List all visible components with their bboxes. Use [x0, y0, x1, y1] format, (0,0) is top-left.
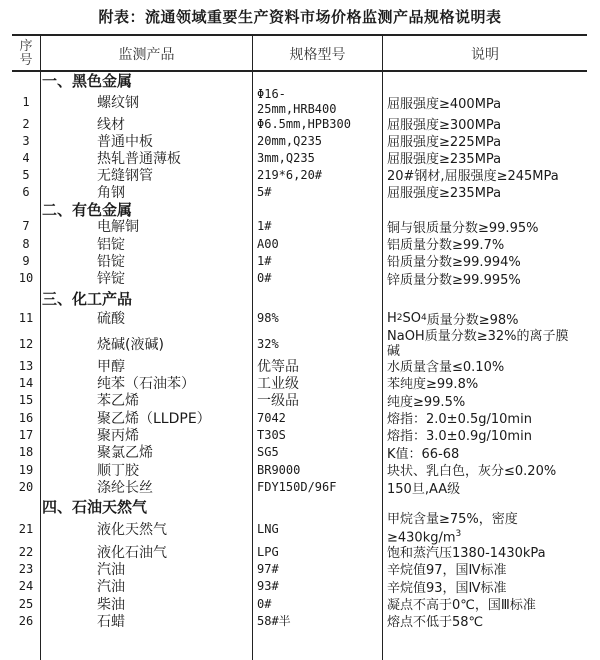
row-number: 26	[18, 613, 34, 628]
product-name: 硫酸	[97, 311, 125, 327]
description: 熔指：2.0±0.5g/10min	[387, 412, 532, 427]
row-number: 19	[18, 462, 34, 477]
row-number: 15	[18, 393, 34, 407]
spec-value: 1#	[257, 219, 272, 233]
table-row	[12, 166, 587, 183]
row-number: 23	[18, 561, 34, 576]
description	[385, 306, 589, 330]
section-heading: 四、石油天然气	[42, 498, 148, 516]
row-number: 22	[18, 544, 34, 559]
product-name: 涤纶长丝	[97, 480, 153, 496]
description: NaOH质量分数≥32%的离子膜碱	[387, 329, 569, 359]
product-name: 螺纹钢	[97, 95, 139, 111]
spec-value: 98%	[257, 311, 279, 325]
row-number: 11	[18, 311, 34, 325]
table-row	[12, 149, 587, 166]
product-name: 聚乙烯（LLDPE）	[97, 410, 211, 427]
table-row	[12, 409, 587, 426]
description: 熔点不低于58℃	[387, 615, 484, 630]
table-row	[12, 183, 587, 200]
row-number: 10	[18, 271, 34, 285]
product-name: 苯乙烯	[97, 393, 139, 409]
table-row	[12, 269, 587, 287]
description: 苯纯度≥99.8%	[387, 377, 479, 392]
description: 凝点不高于0℃，国Ⅲ标准	[387, 598, 536, 613]
product-name: 角钢	[97, 184, 125, 201]
spec-line-2: 25mm,HRB400	[257, 102, 337, 116]
table-row	[12, 543, 587, 560]
header-no-line1: 序	[19, 38, 33, 54]
table-row	[12, 461, 587, 478]
table-row	[12, 391, 587, 409]
row-number: 5	[22, 167, 30, 182]
spec-value: LNG	[257, 522, 279, 536]
description: 辛烷值93，国Ⅳ标准	[387, 580, 507, 596]
spec-value: 0#	[257, 596, 272, 611]
row-number: 14	[18, 375, 34, 390]
desc-sub-4: 4	[421, 313, 427, 323]
description: 水质量含量≤0.10%	[387, 360, 505, 375]
section-heading: 二、有色金属	[42, 201, 133, 219]
product-name: 柴油	[97, 596, 125, 613]
spec-value: FDY150D/96F	[257, 480, 337, 494]
table-row	[12, 115, 587, 132]
header-spec: 规格型号	[289, 46, 346, 63]
product-name: 液化天然气	[97, 522, 167, 538]
table-row	[12, 357, 587, 374]
description: 屈服强度≥225MPa	[387, 135, 502, 150]
table-row	[12, 252, 587, 269]
table-row	[12, 577, 587, 595]
product-name: 烧碱(液碱)	[97, 337, 164, 353]
spec-value	[255, 88, 383, 116]
product-name: 纯苯（石油苯）	[97, 375, 195, 392]
header-no-line2: 号	[19, 52, 33, 68]
spec-value: 一级品	[257, 393, 299, 409]
row-number: 16	[18, 410, 34, 425]
row-number: 1	[22, 95, 30, 109]
description: 铝质量分数≥99.7%	[387, 238, 505, 253]
spec-value: 3mm,Q235	[257, 150, 315, 165]
row-number: 18	[18, 445, 34, 459]
spec-value: A00	[257, 236, 279, 251]
row-number: 9	[22, 253, 30, 268]
description: 铜与银质量分数≥99.95%	[387, 220, 539, 236]
spec-value: T30S	[257, 427, 286, 442]
spec-value: 20mm,Q235	[257, 133, 323, 148]
product-name: 无缝钢管	[97, 167, 153, 184]
spec-value: LPG	[257, 544, 279, 559]
header-desc: 说明	[471, 46, 499, 63]
desc-line-2-text: ≥430kg/m	[387, 530, 456, 546]
row-number: 4	[22, 150, 30, 165]
table-row	[12, 612, 587, 629]
spec-value: 优等品	[257, 358, 299, 375]
row-number: 25	[18, 596, 34, 611]
product-name: 铝锭	[97, 236, 125, 253]
spec-line-1: Φ16-	[257, 87, 286, 101]
table-row	[12, 443, 587, 461]
table-row	[12, 514, 587, 544]
spec-value: BR9000	[257, 462, 301, 477]
product-name: 锌锭	[97, 271, 125, 287]
desc-so: SO	[402, 310, 421, 326]
product-name: 聚丙烯	[97, 427, 139, 444]
desc-sup-3: 3	[455, 529, 462, 540]
desc-h: H	[387, 310, 397, 326]
spec-value: 5#	[257, 184, 272, 199]
row-number: 12	[18, 337, 34, 351]
description: 屈服强度≥235MPa	[387, 152, 502, 167]
description: 块状、乳白色，灰分≤0.20%	[387, 464, 557, 479]
product-name: 普通中板	[97, 133, 153, 150]
description: 辛烷值97，国Ⅳ标准	[387, 563, 507, 578]
row-number: 13	[18, 358, 34, 373]
desc-suffix: 质量分数≥98%	[426, 312, 519, 328]
row-number: 8	[22, 236, 30, 251]
description: 饱和蒸汽压1380-1430kPa	[387, 546, 546, 561]
product-name: 聚氯乙烯	[97, 445, 153, 461]
product-name: 线材	[97, 116, 125, 133]
description: 屈服强度≥400MPa	[387, 96, 502, 112]
table-row	[12, 88, 587, 116]
table-row	[12, 132, 587, 149]
spec-value: SG5	[257, 445, 279, 459]
spec-value: 0#	[257, 271, 272, 285]
table-row	[12, 374, 587, 391]
section-heading: 一、黑色金属	[42, 72, 133, 90]
header-product: 监测产品	[118, 46, 175, 63]
desc-line-1: 甲烷含量≥75%，密度	[387, 512, 518, 528]
product-name: 顺丁胶	[97, 462, 139, 479]
row-number: 21	[18, 522, 34, 536]
spec-value: 工业级	[257, 375, 299, 392]
table-row	[12, 235, 587, 252]
row-number: 20	[18, 480, 34, 494]
product-name: 液化石油气	[97, 544, 167, 561]
product-name: 热轧普通薄板	[97, 150, 181, 167]
spec-value: 7042	[257, 410, 286, 425]
description: 150旦,AA级	[387, 481, 461, 497]
row-number: 6	[22, 184, 30, 199]
row-number: 24	[18, 579, 34, 593]
table-row	[12, 478, 587, 496]
table-row	[12, 426, 587, 443]
page-title: 附表：流通领域重要生产资料市场价格监测产品规格说明表	[98, 8, 502, 26]
section-heading: 三、化工产品	[42, 290, 133, 308]
header-no	[12, 36, 40, 71]
table-row	[12, 560, 587, 577]
product-name: 甲醇	[97, 358, 125, 375]
description: 屈服强度≥235MPa	[387, 186, 502, 201]
spec-value: 97#	[257, 561, 279, 576]
product-name: 石蜡	[97, 613, 125, 630]
table-row	[12, 330, 587, 358]
description: 熔指：3.0±0.9g/10min	[387, 429, 532, 444]
product-name: 汽油	[97, 561, 125, 578]
row-number: 17	[18, 427, 34, 442]
row-number: 7	[22, 219, 30, 233]
description: 屈服强度≥300MPa	[387, 118, 502, 133]
product-name: 电解铜	[97, 219, 139, 235]
desc-sub-2: 2	[396, 313, 403, 323]
description: 纯度≥99.5%	[387, 394, 466, 410]
description: K值：66-68	[387, 446, 460, 462]
spec-value: 219*6,20#	[257, 167, 323, 182]
row-number: 2	[22, 116, 30, 131]
spec-value: 1#	[257, 253, 272, 268]
description: 铅质量分数≥99.994%	[387, 255, 521, 270]
description	[385, 514, 589, 544]
product-name: 铅锭	[97, 253, 125, 270]
spec-value: 58#半	[257, 614, 291, 628]
row-number: 3	[22, 133, 30, 148]
table-row	[12, 306, 587, 330]
spec-value: Φ6.5mm,HPB300	[257, 116, 351, 131]
product-name: 汽油	[97, 579, 125, 595]
description: 锌质量分数≥99.995%	[387, 272, 521, 288]
table-row	[12, 595, 587, 612]
table-row	[12, 217, 587, 235]
spec-value: 32%	[257, 337, 279, 351]
description: 20#钢材,屈服强度≥245MPa	[387, 169, 559, 184]
spec-value: 93#	[257, 579, 279, 593]
